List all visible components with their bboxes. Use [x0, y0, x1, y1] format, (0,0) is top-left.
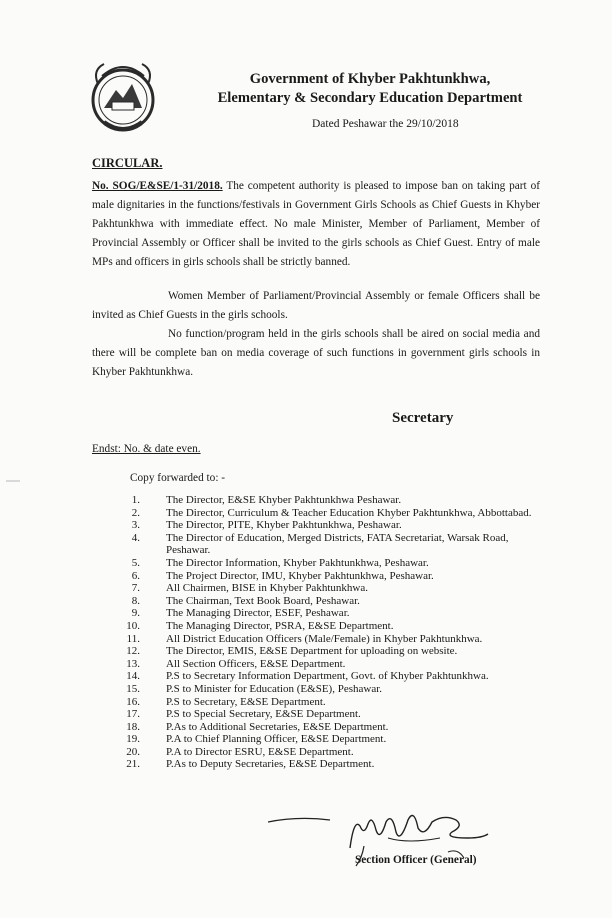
- list-item-text: The Director, EMIS, E&SE Department for uploading on website.: [166, 645, 458, 658]
- reference-number: No. SOG/E&SE/1-31/2018.: [92, 180, 223, 192]
- list-item: [110, 696, 550, 709]
- list-item: [110, 645, 550, 658]
- paragraph-1: [92, 177, 540, 272]
- list-item-number: 17.: [126, 708, 140, 721]
- circular-heading: CIRCULAR.: [92, 156, 163, 170]
- section-officer-label: Section Officer (General): [355, 854, 477, 866]
- list-item-number: 20.: [126, 745, 140, 758]
- list-item-text: P.As to Additional Secretaries, E&SE Department.: [166, 720, 389, 733]
- list-item: [110, 494, 550, 507]
- list-item-text: The Project Director, IMU, Khyber Pakhtunkhwa, Peshawar.: [166, 569, 434, 582]
- list-item-number: 9.: [131, 607, 140, 620]
- list-item-text: All Chairmen, BISE in Khyber Pakhtunkhwa.: [166, 582, 368, 595]
- govt-title: Government of Khyber Pakhtunkhwa,: [249, 71, 491, 87]
- paragraph-3: No function/program held in the girls schools shall be aired on social media and there will be complete ban on media coverage of such functions in government girls schools in Khyber Pakhtunkhwa.: [92, 328, 540, 378]
- endorsement-line: Endst: No. & date even.: [92, 443, 201, 455]
- list-item-number: 18.: [126, 720, 140, 733]
- list-item-number: 13.: [126, 657, 140, 670]
- list-item-number: 10.: [126, 619, 140, 632]
- list-item: [110, 570, 550, 583]
- list-item-text: P.S to Minister for Education (E&SE), Peshawar.: [166, 682, 383, 695]
- list-item-text: The Managing Director, PSRA, E&SE Department.: [166, 619, 394, 632]
- list-item: [110, 721, 550, 734]
- list-item-text: P.S to Special Secretary, E&SE Department.: [166, 708, 361, 721]
- paragraph-2: Women Member of Parliament/Provincial Assembly or female Officers shall be invited as Chief Guests in the girls schools.: [92, 290, 540, 321]
- list-item-text: The Managing Director, ESEF, Peshawar.: [166, 607, 350, 620]
- department-title: Elementary & Secondary Education Department: [217, 90, 523, 106]
- list-item-text: The Director, PITE, Khyber Pakhtunkhwa, Peshawar.: [166, 519, 402, 532]
- list-item: [110, 633, 550, 646]
- list-item-text: All District Education Officers (Male/Female) in Khyber Pakhtunkhwa.: [166, 632, 483, 645]
- copy-forwarded-label: Copy forwarded to: -: [130, 472, 226, 484]
- list-item: [110, 670, 550, 683]
- list-item-text: The Chairman, Text Book Board, Peshawar.: [166, 594, 360, 607]
- list-item-number: 14.: [126, 670, 140, 683]
- list-item-number: 8.: [131, 594, 140, 607]
- list-item-text: All Section Officers, E&SE Department.: [166, 657, 346, 670]
- list-item: [110, 620, 550, 633]
- list-item: [110, 683, 550, 696]
- list-item: [110, 532, 550, 557]
- list-item-number: 7.: [131, 582, 140, 595]
- scan-mark: [6, 480, 20, 482]
- list-item: [110, 733, 550, 746]
- list-item-text: P.A to Director ESRU, E&SE Department.: [166, 745, 354, 758]
- list-item: [110, 658, 550, 671]
- list-item: [110, 519, 550, 532]
- list-item-number: 4.: [131, 531, 140, 544]
- list-item: [110, 582, 550, 595]
- list-item-number: 11.: [126, 632, 140, 645]
- list-item-text: The Director of Education, Merged Districts, FATA Secretariat, Warsak Road, Peshawar.: [166, 531, 509, 557]
- list-item-text: P.S to Secretary, E&SE Department.: [166, 695, 326, 708]
- list-item: [110, 708, 550, 721]
- list-item-number: 1.: [131, 494, 140, 506]
- list-item: [110, 607, 550, 620]
- list-item-number: 3.: [131, 519, 140, 532]
- list-item: [110, 507, 550, 520]
- list-item-number: 12.: [126, 645, 140, 658]
- list-item-text: The Director, Curriculum & Teacher Education Khyber Pakhtunkhwa, Abbottabad.: [166, 506, 532, 519]
- khyber-pakhtunkhwa-seal-icon: [82, 56, 164, 138]
- list-item: [110, 595, 550, 608]
- distribution-list: [110, 494, 550, 771]
- list-item-text: P.A to Chief Planning Officer, E&SE Department.: [166, 733, 387, 746]
- list-item-number: 15.: [126, 682, 140, 695]
- list-item: [110, 557, 550, 570]
- list-item: [110, 758, 550, 771]
- list-item-number: 6.: [131, 569, 140, 582]
- list-item-number: 5.: [131, 556, 140, 569]
- paragraph-1-text: The competent authority is pleased to impose ban on taking part of male dignitaries in the functions/festivals in Government Girls Schools as Chief Guests in Khyber Pakhtunkhwa with immediate effect. No male Minister, Member of Parliament, Member of Provincial Assembly or Officer shall be invited to the girls schools as Chief Guest. Entry of male MPs and officers in girls schools shall be strictly banned.: [92, 180, 540, 268]
- list-item-text: The Director, E&SE Khyber Pakhtunkhwa Peshawar.: [166, 494, 402, 506]
- list-item-text: P.As to Deputy Secretaries, E&SE Department.: [166, 758, 375, 771]
- list-item: [110, 746, 550, 759]
- list-item-number: 16.: [126, 695, 140, 708]
- list-item-number: 21.: [126, 758, 140, 771]
- date-line: Dated Peshawar the 29/10/2018: [312, 118, 459, 130]
- list-item-number: 2.: [131, 506, 140, 519]
- list-item-text: P.S to Secretary Information Department, Govt. of Khyber Pakhtunkhwa.: [166, 670, 489, 683]
- list-item-text: The Director Information, Khyber Pakhtunkhwa, Peshawar.: [166, 556, 429, 569]
- secretary-signatory: Secretary: [392, 410, 454, 426]
- list-item-number: 19.: [126, 733, 140, 746]
